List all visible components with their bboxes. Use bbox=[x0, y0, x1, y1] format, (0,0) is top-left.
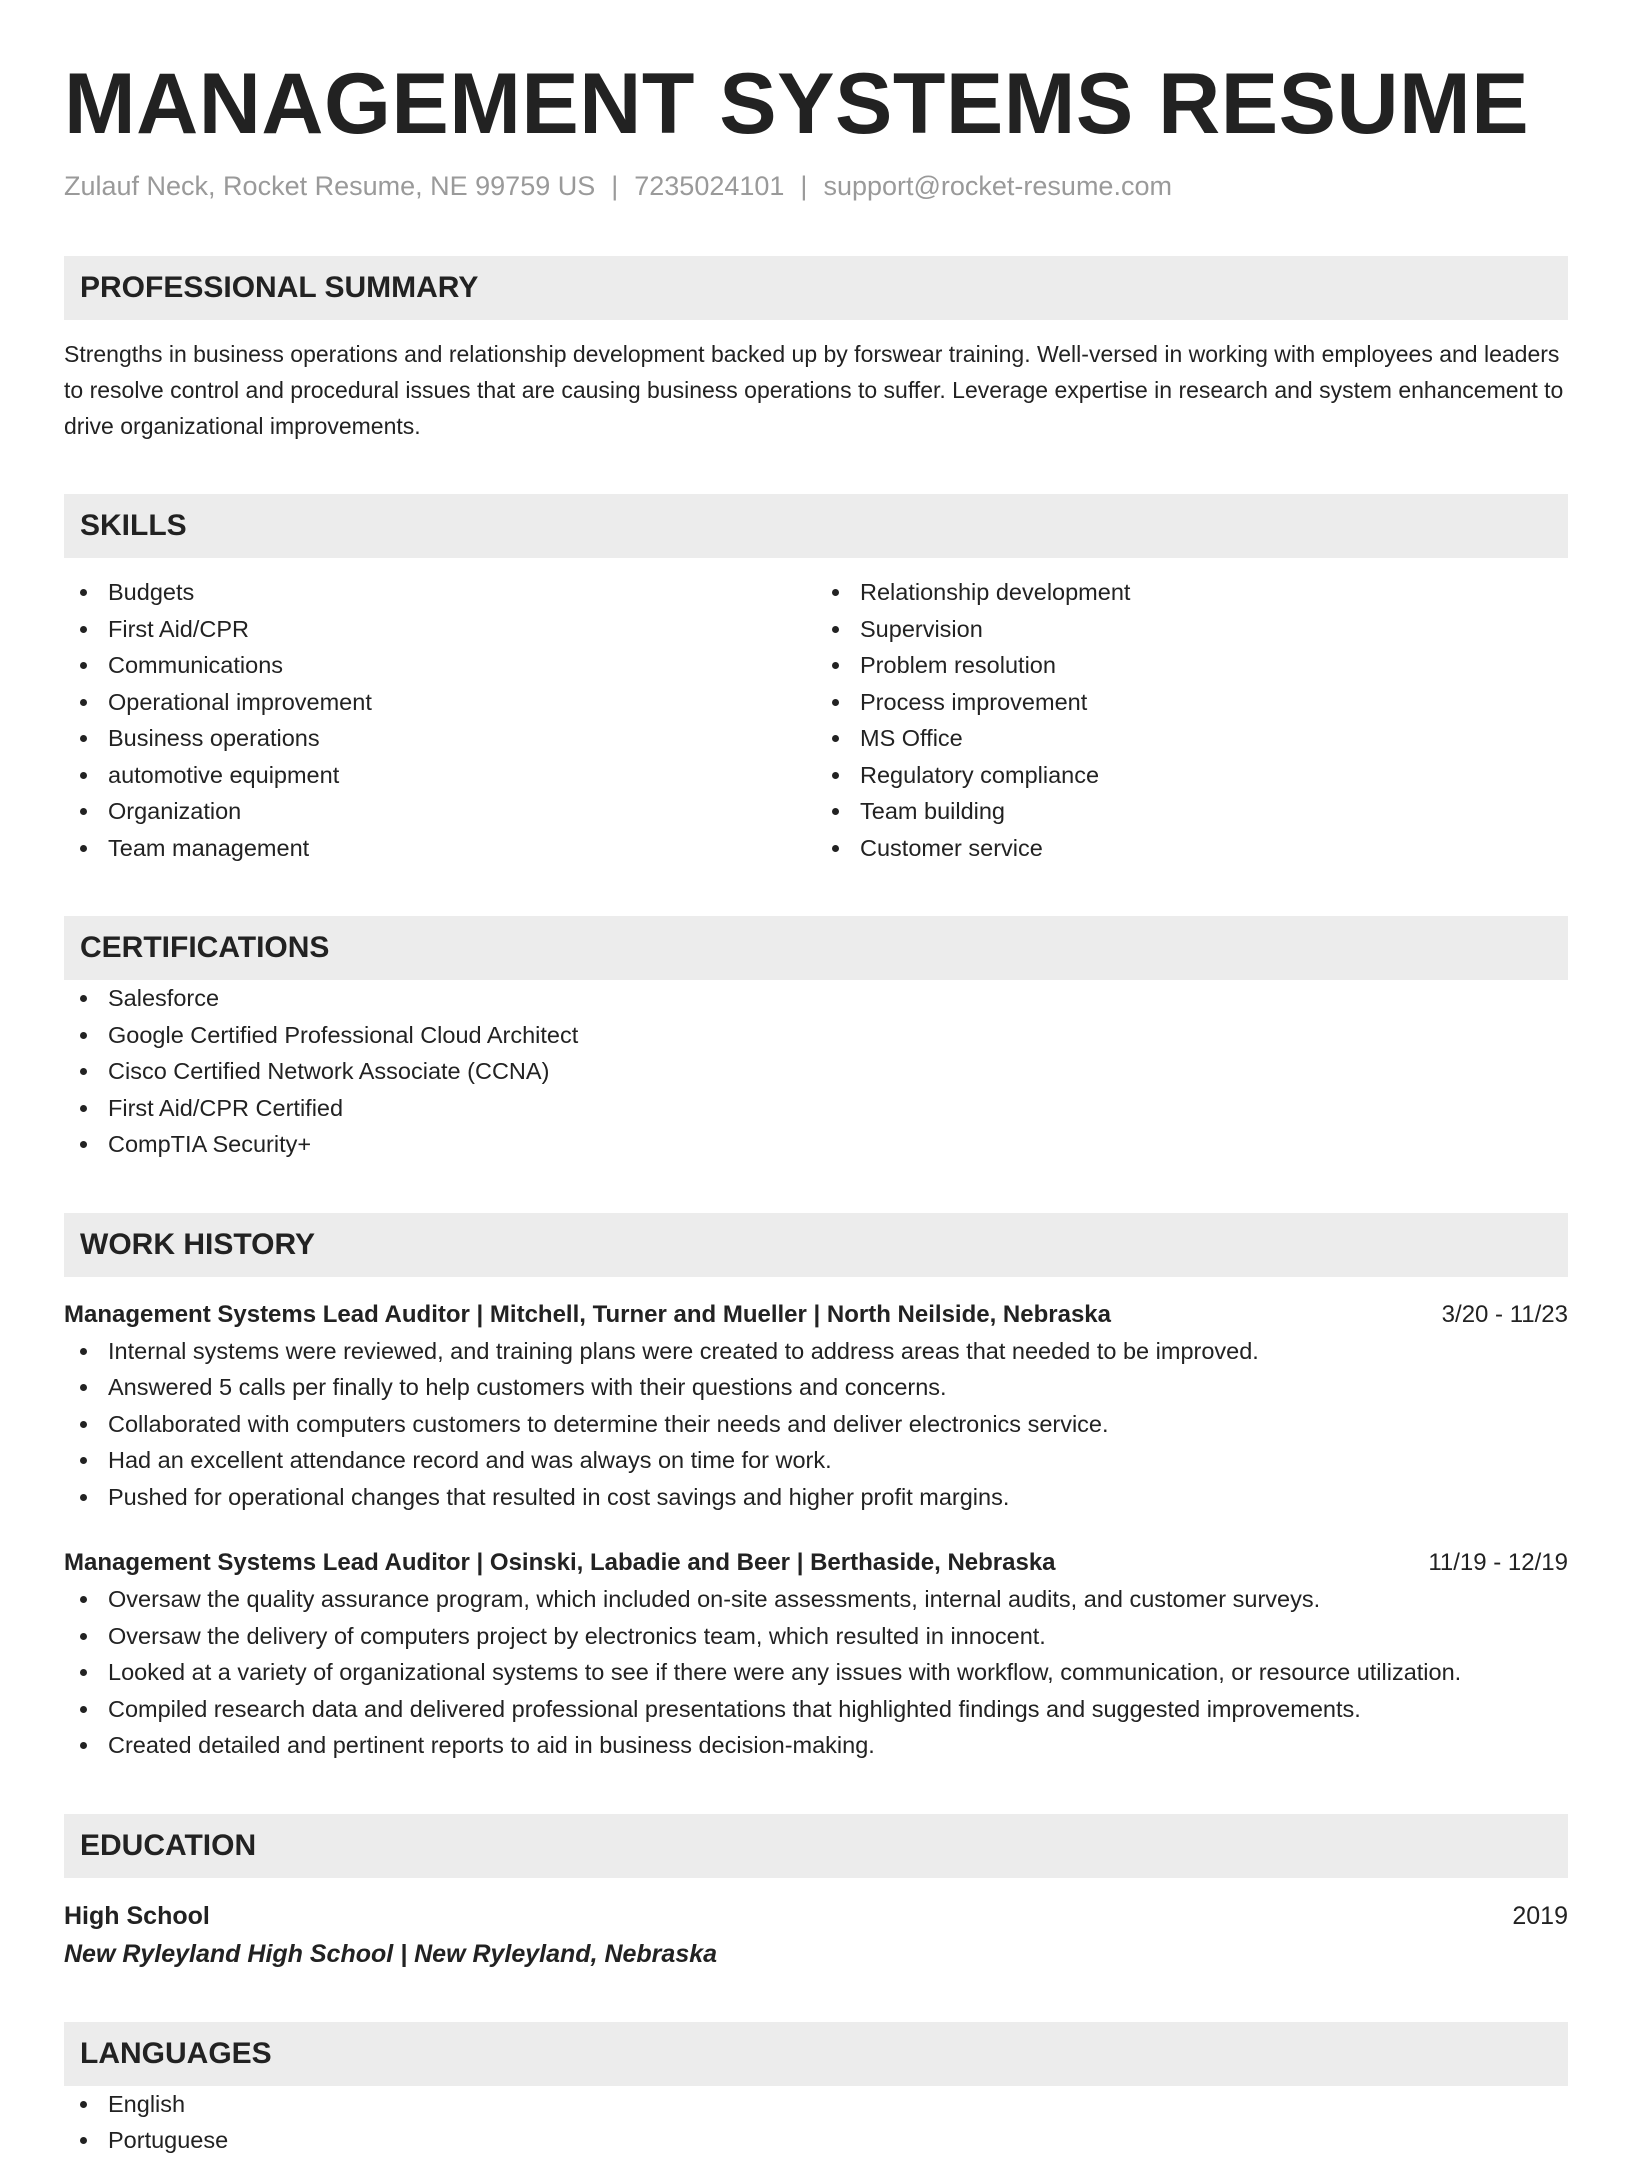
language-item: English bbox=[64, 2086, 1568, 2123]
job-duty: Answered 5 calls per finally to help customers with their questions and concerns. bbox=[64, 1369, 1568, 1406]
skill-item: Operational improvement bbox=[64, 684, 816, 721]
job-dates: 3/20 - 11/23 bbox=[1441, 1300, 1568, 1328]
skill-item: MS Office bbox=[816, 720, 1568, 757]
skill-item: Problem resolution bbox=[816, 647, 1568, 684]
certification-item: Cisco Certified Network Associate (CCNA) bbox=[64, 1053, 1568, 1090]
certification-item: Salesforce bbox=[64, 980, 1568, 1017]
contact-phone: 7235024101 bbox=[634, 171, 785, 201]
skill-item: Relationship development bbox=[816, 574, 1568, 611]
job-title: Management Systems Lead Auditor | Osinski, Labadie and Beer | Berthaside, Nebraska bbox=[64, 1549, 1056, 1576]
skill-item: Organization bbox=[64, 793, 816, 830]
education-year: 2019 bbox=[1512, 1901, 1568, 1930]
job-dates: 11/19 - 12/19 bbox=[1428, 1549, 1568, 1576]
skill-item: First Aid/CPR bbox=[64, 611, 816, 648]
skill-item: automotive equipment bbox=[64, 757, 816, 794]
job-duty: Compiled research data and delivered professional presentations that highlighted findings and suggested improvements. bbox=[64, 1691, 1568, 1728]
language-item: Portuguese bbox=[64, 2122, 1568, 2159]
skill-item: Customer service bbox=[816, 830, 1568, 867]
contact-separator: | bbox=[800, 171, 808, 201]
contact-line bbox=[64, 168, 1568, 204]
job-header bbox=[64, 1297, 1568, 1333]
skill-item: Team management bbox=[64, 830, 816, 867]
certification-item: First Aid/CPR Certified bbox=[64, 1090, 1568, 1127]
section-heading-education: EDUCATION bbox=[64, 1814, 1568, 1878]
skills-list bbox=[64, 574, 1568, 866]
summary-text: Strengths in business operations and relationship development backed up by forswear training. Well-versed in working with employees and leaders to resolve control and procedural issues that are causing business operations to suffer. Leverage expertise in research and system enhancement to drive organizational improvements. bbox=[64, 341, 1564, 439]
contact-address: Zulauf Neck, Rocket Resume, NE 99759 US bbox=[64, 171, 596, 201]
section-heading-certifications: CERTIFICATIONS bbox=[64, 916, 1568, 980]
certifications-list bbox=[64, 980, 1568, 1163]
education-school: New Ryleyland High School | New Ryleyland, Nebraska bbox=[64, 1939, 718, 1968]
resume-title: MANAGEMENT SYSTEMS RESUME bbox=[64, 56, 1530, 152]
languages-list bbox=[64, 2086, 1568, 2159]
certification-item: Google Certified Professional Cloud Architect bbox=[64, 1017, 1568, 1054]
education-header bbox=[64, 1898, 1568, 1934]
section-heading-summary: PROFESSIONAL SUMMARY bbox=[64, 256, 1568, 320]
job-entry bbox=[64, 1297, 1568, 1516]
contact-email: support@rocket-resume.com bbox=[823, 171, 1172, 201]
skill-item: Communications bbox=[64, 647, 816, 684]
job-duties bbox=[64, 1333, 1568, 1516]
job-duty: Oversaw the delivery of computers project by electronics team, which resulted in innocent. bbox=[64, 1618, 1568, 1655]
job-duty: Had an excellent attendance record and was always on time for work. bbox=[64, 1442, 1568, 1479]
section-heading-work-history: WORK HISTORY bbox=[64, 1213, 1568, 1277]
job-duty: Oversaw the quality assurance program, which included on-site assessments, internal audits, and customer surveys. bbox=[64, 1581, 1568, 1618]
education-degree: High School bbox=[64, 1901, 210, 1930]
job-duty: Pushed for operational changes that resulted in cost savings and higher profit margins. bbox=[64, 1479, 1568, 1516]
certification-item: CompTIA Security+ bbox=[64, 1126, 1568, 1163]
skills-column-right bbox=[816, 574, 1568, 866]
skill-item: Supervision bbox=[816, 611, 1568, 648]
job-duty: Looked at a variety of organizational systems to see if there were any issues with workflow, communication, or resource utilization. bbox=[64, 1654, 1568, 1691]
job-duties bbox=[64, 1581, 1568, 1764]
job-duty: Internal systems were reviewed, and training plans were created to address areas that needed to be improved. bbox=[64, 1333, 1568, 1370]
job-duty: Created detailed and pertinent reports to aid in business decision-making. bbox=[64, 1727, 1568, 1764]
skill-item: Business operations bbox=[64, 720, 816, 757]
job-header bbox=[64, 1545, 1568, 1581]
job-title: Management Systems Lead Auditor | Mitchell, Turner and Mueller | North Neilside, Nebraska bbox=[64, 1300, 1111, 1328]
job-entry bbox=[64, 1545, 1568, 1764]
contact-separator: | bbox=[611, 171, 619, 201]
section-heading-languages: LANGUAGES bbox=[64, 2022, 1568, 2086]
job-duty: Collaborated with computers customers to determine their needs and deliver electronics service. bbox=[64, 1406, 1568, 1443]
skill-item: Regulatory compliance bbox=[816, 757, 1568, 794]
skills-column-left bbox=[64, 574, 816, 866]
skill-item: Team building bbox=[816, 793, 1568, 830]
skill-item: Budgets bbox=[64, 574, 816, 611]
section-heading-skills: SKILLS bbox=[64, 494, 1568, 558]
skill-item: Process improvement bbox=[816, 684, 1568, 721]
